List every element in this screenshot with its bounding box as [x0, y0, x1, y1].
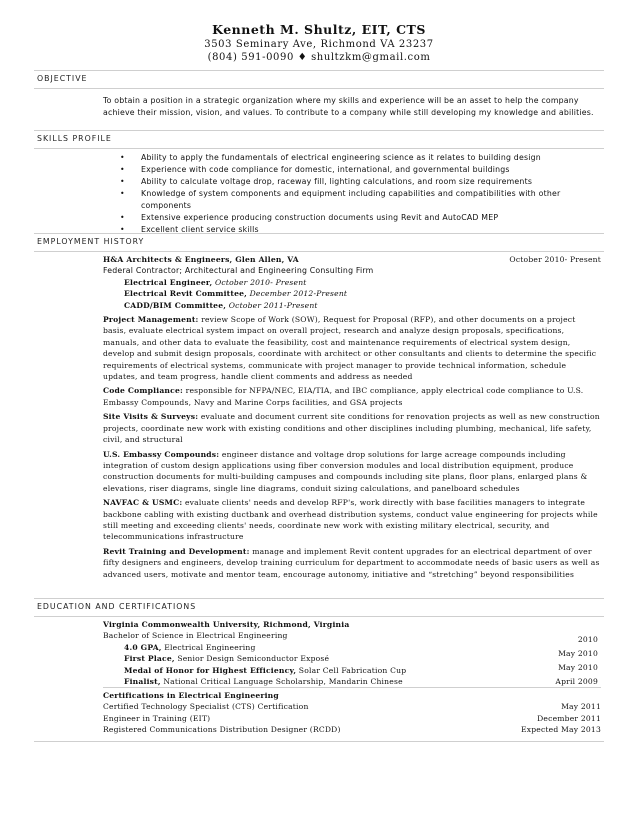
role-item: CADD/BIM Committee, October 2011-Present: [124, 300, 318, 310]
skill-item: • Experience with code compliance for domestic, international, and governmental buildings: [120, 165, 510, 174]
employment-block: [103, 254, 601, 580]
section-title-objective: OBJECTIVE: [37, 74, 88, 83]
responsibility-paragraph: U.S. Embassy Compounds: engineer distance and voltage drop solutions for large acreage compounds including integration of custom design applications using fiber conversion modules and local distribution equipment, produce construction documents for multi-building campuses and compounds including site plans, floor plans, enlarged plans & elevations, riser diagrams, single line diagrams, conduit sizing calculations, and panelboard schedules: [103, 449, 588, 493]
bullet-icon: •: [120, 177, 125, 186]
honor-item: First Place, Senior Design Semiconductor Exposé: [124, 654, 330, 664]
employer-row: [103, 254, 601, 265]
cert-row: Certified Technology Specialist (CTS) Certification May 2011: [103, 702, 601, 712]
honor-item: Medal of Honor for Highest Efficiency, Solar Cell Fabrication Cup: [124, 665, 407, 675]
responsibility-paragraph: Revit Training and Development: manage and implement Revit content upgrades for an electrical department of over fifty designers and engineers, develop training curriculum for department to accommodate needs of basic users as well as advanced users, motivate and mentor team, encourage autonomy, initiative and “stretching” beyond responsibilities: [103, 546, 600, 579]
section-title-employment: EMPLOYMENT HISTORY: [37, 237, 145, 246]
employer-description: Federal Contractor; Architectural and Engineering Consulting Firm: [103, 266, 374, 276]
resume-header: [0, 22, 638, 64]
skill-item: • Ability to apply the fundamentals of electrical engineering science as it relates to building design: [120, 153, 541, 162]
candidate-contact: (804) 591-0090 ♦ shultzkm@gmail.com: [207, 52, 431, 63]
objective-text: To obtain a position in a strategic organization where my skills and experience will be an asset to help the company achieve their mission, vision, and values. To contribute to a company while still developing my knowledge and abilities.: [103, 96, 594, 117]
skill-item: • Ability to calculate voltage drop, raceway fill, lighting calculations, and room size requirements: [120, 177, 533, 186]
responsibility-paragraph: NAVFAC & USMC: evaluate clients' needs and develop RFP's, work directly with base facilities managers to integrate backbone cabling with existing ductbank and overhead distribution systems, conduct value engineering for projects while still meeting and exceeding clients' needs, coordinate new work with existing military electrical, security, and telecommunications infrastructure: [103, 498, 598, 542]
section-divider: [34, 130, 604, 131]
cert-row: Engineer in Training (EIT) December 2011: [103, 713, 601, 723]
bullet-icon: •: [120, 225, 125, 234]
candidate-address: 3503 Seminary Ave, Richmond VA 23237: [204, 39, 434, 50]
employer-name: H&A Architects & Engineers, Glen Allen, VA: [103, 255, 299, 264]
section-title-skills: SKILLS PROFILE: [37, 134, 112, 143]
section-divider: [34, 233, 604, 234]
responsibility-paragraph: Project Management: review Scope of Work (SOW), Request for Proposal (RFP), and other documents on a project basis, evaluate electrical system impact on overall project, research and analyze design proposals, specifications, manuals, and other data to evaluate the feasibility, cost and maintenance requirements of electrical system design, develop and submit design proposals, coordinate with architect or other consultants and clients to determine the specific requirements of electrical systems, communicate with project manager to provide technical information, schedule updates, and team progress, handle client comments and address as needed: [103, 315, 597, 382]
honor-date: April 2009: [555, 677, 598, 686]
subsection-divider: [103, 687, 601, 688]
skill-item: • Excellent client service skills: [120, 225, 259, 234]
degree-date: 2010: [577, 635, 598, 644]
skills-list: [103, 152, 601, 236]
section-divider: [34, 88, 604, 89]
section-divider: [34, 741, 604, 742]
responsibility-paragraph: Site Visits & Surveys: evaluate and document current site conditions for renovation projects as well as new construction projects, coordinate new work with existing conditions and other disciplines including plumbing, mechanical, life safety, civil, and structural: [103, 412, 600, 445]
section-divider: [34, 598, 604, 599]
skill-item: • Knowledge of system components and equipment including capabilities and compatibilities with other components: [120, 189, 561, 210]
responsibility-paragraph: Code Compliance: responsible for NFPA/NEC, EIA/TIA, and IBC compliance, apply electrical code compliance to U.S. Embassy Compounds, Navy and Marine Corps facilities, and GSA projects: [103, 386, 584, 407]
section-title-education: EDUCATION AND CERTIFICATIONS: [37, 602, 197, 611]
bullet-icon: •: [120, 189, 125, 198]
honor-item: 4.0 GPA, Electrical Engineering: [124, 642, 256, 652]
section-divider: [34, 616, 604, 617]
school-name: Virginia Commonwealth University, Richmond, Virginia: [103, 620, 350, 629]
certifications-title: Certifications in Electrical Engineering: [103, 691, 279, 700]
role-item: Electrical Revit Committee, December 2012-Present: [124, 289, 348, 299]
section-divider: [34, 148, 604, 149]
candidate-name: Kenneth M. Shultz, EIT, CTS: [212, 22, 426, 37]
cert-row: Registered Communications Distribution Designer (RCDD) Expected May 2013: [103, 725, 601, 735]
section-divider: [34, 251, 604, 252]
degree-name: Bachelor of Science in Electrical Engineering: [103, 631, 288, 641]
honor-item: Finalist, National Critical Language Scholarship, Mandarin Chinese: [124, 677, 403, 687]
bullet-icon: •: [120, 165, 125, 174]
employer-dates: October 2010- Present: [509, 255, 601, 264]
skill-item: • Extensive experience producing construction documents using Revit and AutoCAD MEP: [120, 213, 499, 222]
honor-date: May 2010: [558, 649, 598, 658]
section-divider: [34, 70, 604, 71]
bullet-icon: •: [120, 153, 125, 162]
certifications-block: [103, 690, 601, 736]
role-item: Electrical Engineer, October 2010- Present: [124, 277, 307, 287]
bullet-icon: •: [120, 213, 125, 222]
honor-date: May 2010: [558, 663, 598, 672]
